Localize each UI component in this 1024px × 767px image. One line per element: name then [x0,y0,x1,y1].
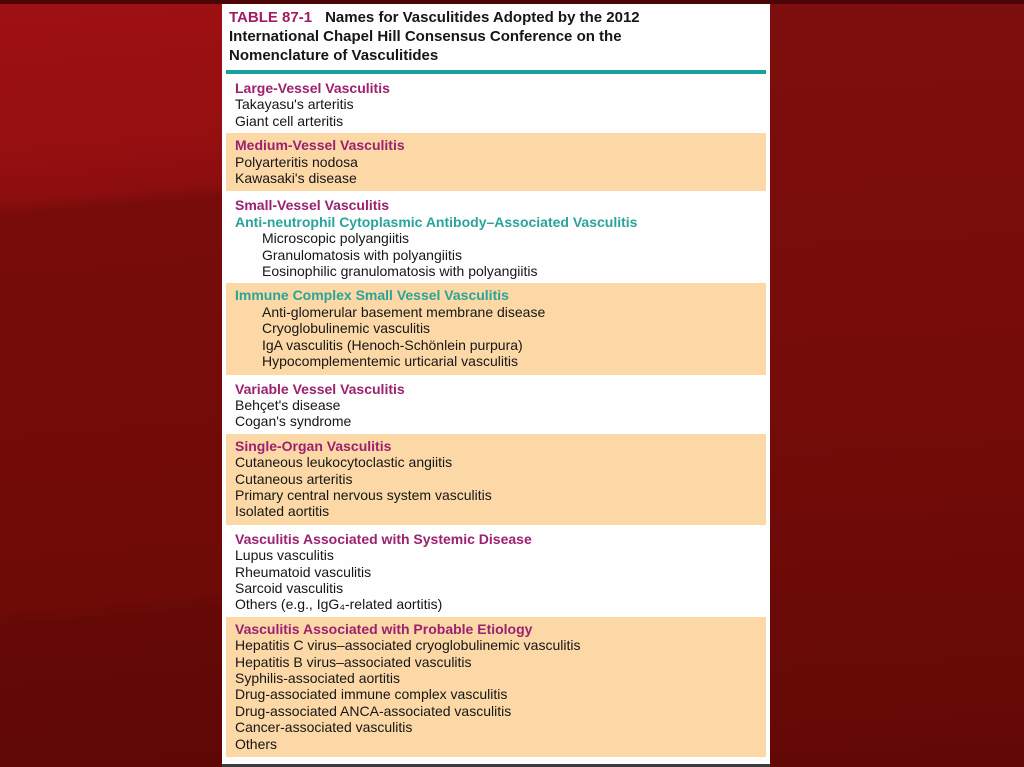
section-heading: Vasculitis Associated with Probable Etiology [235,620,533,637]
table-row: Cogan's syndrome [235,413,352,430]
section-variable-vessel-vasculitis [222,376,770,433]
table-row: Hepatitis B virus–associated vasculitis [235,653,472,670]
table-row: Cutaneous arteritis [235,470,353,487]
table-panel [222,0,770,767]
table-row: Drug-associated ANCA-associated vasculitis [235,702,512,719]
table-row: Rheumatoid vasculitis [235,563,372,580]
background-right-panel [770,0,1024,767]
section-heading: Single-Organ Vasculitis [235,437,392,454]
table-row: Granulomatosis with polyangiitis [262,246,462,263]
top-edge-strip [0,0,1024,4]
table-row: Polyarteritis nodosa [235,153,358,170]
table-title-line-1 [229,8,760,27]
table-header [222,0,770,69]
table-row: Syphilis-associated aortitis [235,670,400,686]
table-row: Hepatitis C virus–associated cryoglobulinemic vasculitis [235,637,581,654]
section-small-vessel-vasculitis [222,192,770,282]
table-body [222,74,770,757]
table-row: Giant cell arteritis [235,112,344,129]
section-heading: Vasculitis Associated with Systemic Disease [235,530,532,547]
table-row: Cancer-associated vasculitis [235,719,413,736]
section-vasculitis-associated-with-systemic-disease [222,526,770,616]
table-row: Hypocomplementemic urticarial vasculitis [262,353,518,370]
table-row: Microscopic polyangiitis [262,230,410,247]
section-heading: Variable Vessel Vasculitis [235,380,405,397]
table-title: Names for Vasculitides Adopted by the 2012 [325,9,640,26]
section-vasculitis-associated-with-probable-etiology [226,617,766,757]
section-single-organ-vasculitis [226,434,766,525]
table-row: Lupus vasculitis [235,547,334,564]
table-row: Others [235,735,278,752]
table-row: Sarcoid vasculitis [235,579,344,596]
table-row: Drug-associated immune complex vasculitis [235,686,508,703]
background-left-panel [0,0,222,767]
section-heading: Large-Vessel Vasculitis [235,80,390,96]
table-row: Behçet's disease [235,396,341,413]
section-heading: Small-Vessel Vasculitis [235,197,390,214]
section-heading: Medium-Vessel Vasculitis [235,137,405,154]
table-title-line-2: International Chapel Hill Consensus Conference on the [229,28,622,45]
table-row: Isolated aortitis [235,503,330,520]
subsection-heading: Anti-neutrophil Cytoplasmic Antibody–Associated Vasculitis [235,213,638,230]
table-title-line-3: Nomenclature of Vasculitides [229,47,439,64]
table-row: Kawasaki's disease [235,170,357,187]
table-row: Primary central nervous system vasculitis [235,486,492,503]
table-row: IgA vasculitis (Henoch-Schönlein purpura) [262,336,523,353]
section-heading: Immune Complex Small Vessel Vasculitis [235,287,509,304]
table-label: TABLE 87-1 [229,9,313,26]
table-row: Others (e.g., IgG₄-related aortitis) [235,596,443,613]
table-row: Cryoglobulinemic vasculitis [262,320,431,337]
section-large-vessel-vasculitis [222,75,770,132]
table-row: Cutaneous leukocytoclastic angiitis [235,454,453,471]
table-row: Takayasu's arteritis [235,96,354,113]
section-immune-complex-small-vessel-vasculitis [226,283,766,374]
section-medium-vessel-vasculitis [226,133,766,191]
table-row: Anti-glomerular basement membrane disease [262,303,546,320]
table-row: Eosinophilic granulomatosis with polyangiitis [262,263,538,280]
